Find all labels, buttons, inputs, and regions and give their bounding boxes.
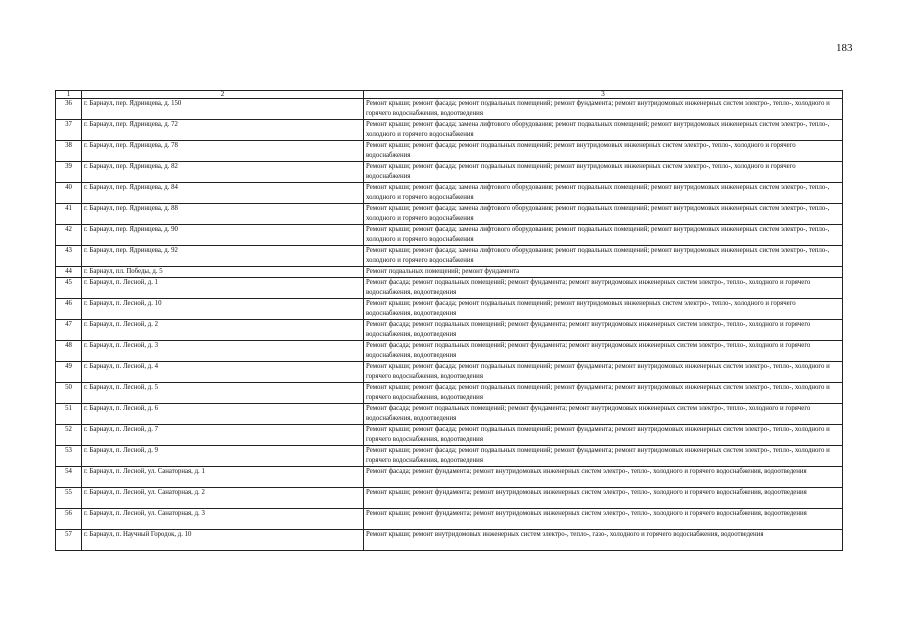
table-row (56, 488, 843, 509)
table-header-row (56, 91, 843, 99)
column-header-address: 2 (82, 91, 364, 99)
row-address: г. Барнаул, пер. Ядринцева, д. 90 (82, 225, 364, 246)
table-row (56, 383, 843, 404)
table-row (56, 467, 843, 488)
row-number: 53 (56, 446, 82, 467)
row-works: Ремонт фасада; ремонт подвальных помещений; ремонт фундамента; ремонт внутридомовых инженерных систем электро-, тепло-, холодного и горячего водоснабжения, водоотведения (364, 404, 843, 425)
row-address: г. Барнаул, пер. Ядринцева, д. 78 (82, 141, 364, 162)
table-row (56, 246, 843, 267)
row-number: 40 (56, 183, 82, 204)
row-works: Ремонт фасада; ремонт подвальных помещений; ремонт фундамента; ремонт внутридомовых инженерных систем электро-, тепло-, холодного и горячего водоснабжения, водоотведения (364, 278, 843, 299)
row-address: г. Барнаул, п. Лесной, ул. Санаторная, д. 3 (82, 509, 364, 530)
row-number: 47 (56, 320, 82, 341)
row-number: 41 (56, 204, 82, 225)
row-works: Ремонт подвальных помещений; ремонт фундамента (364, 267, 843, 278)
row-number: 50 (56, 383, 82, 404)
row-address: г. Барнаул, пер. Ядринцева, д. 84 (82, 183, 364, 204)
table-row (56, 99, 843, 120)
row-number: 45 (56, 278, 82, 299)
page-number: 183 (836, 42, 853, 54)
row-address: г. Барнаул, п. Лесной, д. 2 (82, 320, 364, 341)
row-address: г. Барнаул, п. Лесной, д. 4 (82, 362, 364, 383)
row-number: 54 (56, 467, 82, 488)
row-works: Ремонт крыши; ремонт фасада; ремонт подвальных помещений; ремонт фундамента; ремонт внутридомовых инженерных систем электро-, тепло-, холодного и горячего водоснабжения, водоотведения (364, 383, 843, 404)
row-works: Ремонт крыши; ремонт фасада; ремонт подвальных помещений; ремонт фундамента; ремонт внутридомовых инженерных систем электро-, тепло-, холодного и горячего водоснабжения, водоотведения (364, 362, 843, 383)
row-address: г. Барнаул, пер. Ядринцева, д. 150 (82, 99, 364, 120)
row-works: Ремонт крыши; ремонт фасада; замена лифтового оборудования; ремонт подвальных помещений; ремонт внутридомовых инженерных систем электро-, тепло-, холодного и горячего водоснабжения (364, 225, 843, 246)
row-address: г. Барнаул, п. Лесной, д. 7 (82, 425, 364, 446)
row-address: г. Барнаул, п. Научный Городок, д. 10 (82, 530, 364, 551)
table-row (56, 204, 843, 225)
row-address: г. Барнаул, пер. Ядринцева, д. 92 (82, 246, 364, 267)
row-address: г. Барнаул, пер. Ядринцева, д. 88 (82, 204, 364, 225)
table-row (56, 141, 843, 162)
row-number: 43 (56, 246, 82, 267)
row-number: 39 (56, 162, 82, 183)
row-number: 37 (56, 120, 82, 141)
table-row (56, 162, 843, 183)
row-address: г. Барнаул, п. Лесной, д. 1 (82, 278, 364, 299)
table-row (56, 183, 843, 204)
row-works: Ремонт крыши; ремонт фасада; ремонт подвальных помещений; ремонт внутридомовых инженерных систем электро-, тепло-, холодного и горячего водоснабжения (364, 162, 843, 183)
table-row (56, 320, 843, 341)
row-address: г. Барнаул, п. Лесной, д. 3 (82, 341, 364, 362)
row-number: 42 (56, 225, 82, 246)
row-number: 38 (56, 141, 82, 162)
row-works: Ремонт крыши; ремонт фасада; ремонт подвальных помещений; ремонт фундамента; ремонт внутридомовых инженерных систем электро-, тепло-, холодного и горячего водоснабжения, водоотведения (364, 99, 843, 120)
row-address: г. Барнаул, п. Лесной, д. 5 (82, 383, 364, 404)
row-works: Ремонт крыши; ремонт фундамента; ремонт внутридомовых инженерных систем электро-, тепло-, холодного и горячего водоснабжения, водоотведения (364, 509, 843, 530)
table-row (56, 362, 843, 383)
row-works: Ремонт крыши; ремонт фасада; замена лифтового оборудования; ремонт подвальных помещений; ремонт внутридомовых инженерных систем электро-, тепло-, холодного и горячего водоснабжения (364, 183, 843, 204)
row-address: г. Барнаул, п. Лесной, д. 9 (82, 446, 364, 467)
row-address: г. Барнаул, п. Лесной, ул. Санаторная, д. 2 (82, 488, 364, 509)
column-header-number: 1 (56, 91, 82, 99)
table-row (56, 425, 843, 446)
row-works: Ремонт крыши; ремонт фасада; замена лифтового оборудования; ремонт подвальных помещений; ремонт внутридомовых инженерных систем электро-, тепло-, холодного и горячего водоснабжения (364, 246, 843, 267)
row-number: 44 (56, 267, 82, 278)
row-number: 57 (56, 530, 82, 551)
buildings-table (55, 90, 843, 551)
table-row (56, 509, 843, 530)
row-works: Ремонт фасада; ремонт фундамента; ремонт внутридомовых инженерных систем электро-, тепло-, холодного и горячего водоснабжения, водоотведения (364, 467, 843, 488)
row-works: Ремонт крыши; ремонт фасада; ремонт подвальных помещений; ремонт внутридомовых инженерных систем электро-, тепло-, холодного и горячего водоснабжения, водоотведения (364, 299, 843, 320)
table-row (56, 278, 843, 299)
row-works: Ремонт крыши; ремонт фасада; ремонт подвальных помещений; ремонт внутридомовых инженерных систем электро-, тепло-, холодного и горячего водоснабжения (364, 141, 843, 162)
row-works: Ремонт фасада; ремонт подвальных помещений; ремонт фундамента; ремонт внутридомовых инженерных систем электро-, тепло-, холодного и горячего водоснабжения, водоотведения (364, 341, 843, 362)
row-number: 55 (56, 488, 82, 509)
row-number: 56 (56, 509, 82, 530)
row-works: Ремонт крыши; ремонт внутридомовых инженерных систем электро-, тепло-, газо-, холодного и горячего водоснабжения, водоотведения (364, 530, 843, 551)
row-number: 36 (56, 99, 82, 120)
row-works: Ремонт крыши; ремонт фасада; замена лифтового оборудования; ремонт подвальных помещений; ремонт внутридомовых инженерных систем электро-, тепло-, холодного и горячего водоснабжения (364, 204, 843, 225)
row-address: г. Барнаул, п. Лесной, д. 10 (82, 299, 364, 320)
column-header-works: 3 (364, 91, 843, 99)
row-number: 52 (56, 425, 82, 446)
table-row (56, 120, 843, 141)
table-row (56, 299, 843, 320)
row-number: 51 (56, 404, 82, 425)
row-number: 46 (56, 299, 82, 320)
row-address: г. Барнаул, п. Лесной, д. 6 (82, 404, 364, 425)
row-works: Ремонт крыши; ремонт фасада; ремонт подвальных помещений; ремонт фундамента; ремонт внутридомовых инженерных систем электро-, тепло-, холодного и горячего водоснабжения, водоотведения (364, 425, 843, 446)
table-row (56, 267, 843, 278)
row-works: Ремонт крыши; ремонт фасада; замена лифтового оборудования; ремонт подвальных помещений; ремонт внутридомовых инженерных систем электро-, тепло-, холодного и горячего водоснабжения (364, 120, 843, 141)
row-works: Ремонт крыши; ремонт фасада; ремонт подвальных помещений; ремонт фундамента; ремонт внутридомовых инженерных систем электро-, тепло-, холодного и горячего водоснабжения, водоотведения (364, 446, 843, 467)
row-number: 49 (56, 362, 82, 383)
row-address: г. Барнаул, п. Лесной, ул. Санаторная, д. 1 (82, 467, 364, 488)
row-address: г. Барнаул, пер. Ядринцева, д. 72 (82, 120, 364, 141)
row-address: г. Барнаул, пл. Победы, д. 5 (82, 267, 364, 278)
row-number: 48 (56, 341, 82, 362)
table-row (56, 341, 843, 362)
table-row (56, 404, 843, 425)
row-works: Ремонт крыши; ремонт фундамента; ремонт внутридомовых инженерных систем электро-, тепло-, холодного и горячего водоснабжения, водоотведения (364, 488, 843, 509)
table-row (56, 446, 843, 467)
row-address: г. Барнаул, пер. Ядринцева, д. 82 (82, 162, 364, 183)
row-works: Ремонт фасада; ремонт подвальных помещений; ремонт фундамента; ремонт внутридомовых инженерных систем электро-, тепло-, холодного и горячего водоснабжения, водоотведения (364, 320, 843, 341)
table-row (56, 225, 843, 246)
table-row (56, 530, 843, 551)
